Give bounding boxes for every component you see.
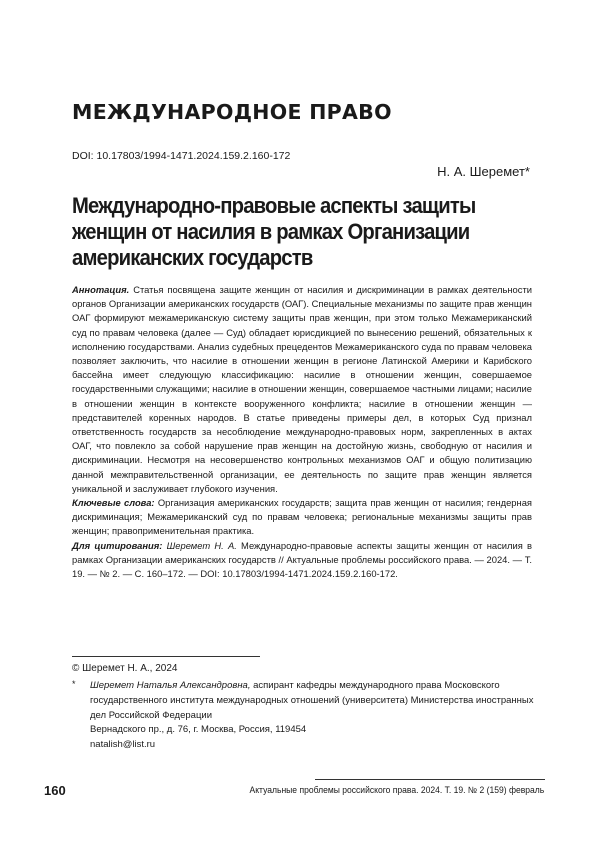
affiliation-body	[90, 679, 540, 753]
abstract-label: Аннотация.	[72, 284, 130, 295]
section-heading: МЕЖДУНАРОДНОЕ ПРАВО	[72, 100, 392, 124]
affiliation-name: Шеремет Наталья Александровна,	[90, 680, 251, 691]
journal-info: Актуальные проблемы российского права. 2024. Т. 19. № 2 (159) февраль	[249, 785, 544, 795]
keywords-paragraph	[72, 496, 532, 539]
affiliation-description	[90, 679, 540, 723]
keywords-text: Организация американских государств; защита прав женщин от насилия; гендерная дискриминация; Межамериканский суд по правам человека; региональные механизмы защиты прав женщин; правоприменительная практика.	[72, 497, 532, 537]
keywords-label: Ключевые слова:	[72, 497, 155, 509]
citation-paragraph	[72, 539, 532, 582]
abstract-block	[72, 283, 532, 581]
citation-label: Для цитирования:	[72, 539, 163, 551]
abstract-paragraph	[72, 283, 532, 496]
citation-author: Шеремет Н. А.	[166, 539, 237, 551]
footer-divider	[315, 779, 545, 780]
author-name: Н. А. Шеремет*	[437, 164, 530, 179]
copyright-notice: © Шеремет Н. А., 2024	[72, 663, 178, 674]
citation-text: Международно-правовые аспекты защиты женщин от насилия в рамках Организации американских государств // Актуальные проблемы российского права. — 2024. — Т. 19. — № 2. — С. 160–172. — DOI: 10.17803/1994-1471.2024.159.2.160-172.	[72, 539, 532, 580]
footnote-marker: *	[72, 679, 76, 689]
abstract-text: Статья посвящена защите женщин от насилия и дискриминации в рамках деятельности органов Организации американских государств (ОАГ). Специальные механизмы по защите прав женщин ОАГ формируют межамериканскую систему защиты прав женщин, при этом только Межамериканский суд по правам человека (далее — Суд) обладает юрисдикцией по вынесению решений, обязательных к исполнению государствами. Анализ судебных прецедентов Межамериканского суда по правам человека позволяет заключить, что насилие в отношении женщин в регионе Латинской Америки и Карибского бассейна имеет следующую классификацию: насилие в отношении женщин, совершаемое государственными служащими; насилие в отношении женщин, совершаемое частными лицами; насилие в отношении женщин в контексте вооруженного конфликта; насилие в отношении женщин — представителей коренных народов. В статье приведены примеры дел, в которых Суд признал ответственность государств за несоблюдение международно-правовых норм, закрепленных в актах ОАГ, что повлекло за собой нарушение прав женщин на достойную жизнь, свободную от насилия и дискриминации. Несмотря на несовершенство контрольных механизмов ОАГ и общую политизацию данной межправительственной организации, ее деятельность по защите прав женщин является уникальной и заслуживает глубокого изучения.	[72, 284, 532, 494]
affiliation-text: аспирант кафедры международного права Московского государственного института международных отношений (университета) Министерства иностранных дел Российской Федерации	[90, 680, 534, 721]
doi-link[interactable]: DOI: 10.17803/1994-1471.2024.159.2.160-172	[72, 150, 291, 162]
affiliation-address: Вернадского пр., д. 76, г. Москва, Россия, 119454	[90, 724, 307, 736]
footnote-divider	[72, 656, 260, 657]
affiliation-email[interactable]: natalish@list.ru	[90, 739, 156, 751]
author-affiliation	[72, 679, 540, 753]
article-title: Международно-правовые аспекты защиты женщин от насилия в рамках Организации американских государств	[72, 193, 476, 270]
page-number: 160	[44, 783, 66, 798]
